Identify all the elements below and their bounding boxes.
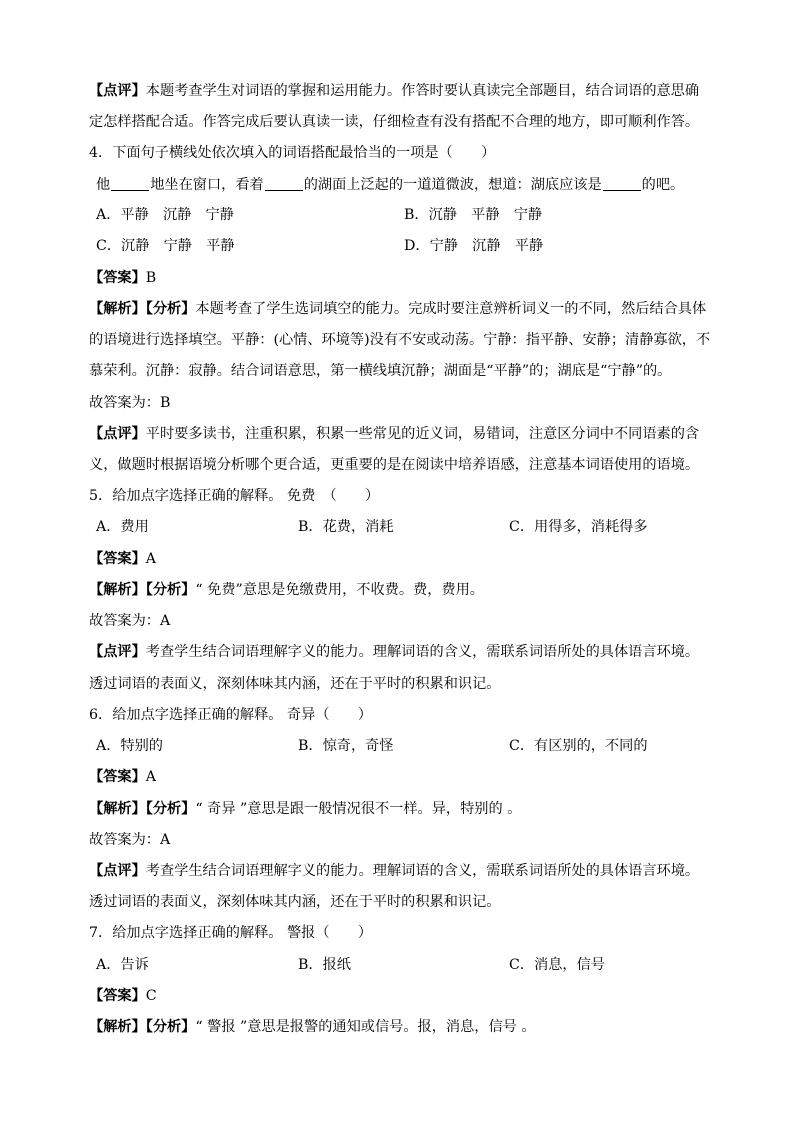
q4-analysis-line1 <box>89 299 719 319</box>
q4-analysis-line3: 慕荣利。沉静：寂静。结合词语意思，第一横线填沉静；湖面是“平静”的；湖底是“宁静”的。 <box>89 363 672 379</box>
q4-comment-line2: 义，做题时根据语境分析哪个更合适，更重要的是在阅读中培养语感，注意基本词语使用的语境。 <box>89 457 700 473</box>
analysis-tag: 【解析】【分析】 <box>89 801 196 817</box>
q6-answer-line <box>89 767 719 787</box>
answer-tag: 【答案】 <box>89 270 146 286</box>
q5-comment-line1 <box>89 642 719 662</box>
q6-comment-text1: 考查学生结合词语理解字义的能力。理解词语的含义，需联系词语所处的具体语言环境。 <box>145 863 700 879</box>
q5-answer: A <box>145 551 157 567</box>
analysis-tag: 【解析】【分析】 <box>89 301 196 317</box>
q4-conclusion: 故答案为：B <box>89 395 171 411</box>
q6-option-c: C．有区别的，不同的 <box>509 738 648 754</box>
q6-answer: A <box>145 769 157 785</box>
q4-sentence-part2: 地坐在窗口，看着 <box>150 177 264 193</box>
q5-option-b: B．花费，消耗 <box>298 519 394 535</box>
answer-tag: 【答案】 <box>89 551 146 567</box>
q7-analysis-text: “ 警报 ”意思是报警的通知或信号。报，消息，信号 。 <box>195 1019 536 1035</box>
q5-comment-text1: 考查学生结合词语理解字义的能力。理解词语的含义，需联系词语所处的具体语言环境。 <box>145 644 700 660</box>
q7-answer-line <box>89 986 719 1006</box>
q6-analysis-text: “ 奇异 ”意思是跟一般情况很不一样。异，特别的 。 <box>195 801 522 817</box>
q5-option-a: A．费用 <box>96 519 149 535</box>
comment-tag: 【点评】 <box>89 426 146 442</box>
q4-blank-1 <box>111 176 149 191</box>
q7-stem: 7．给加点字选择正确的解释。 警报（ ） <box>89 925 373 941</box>
q7-option-a: A．告诉 <box>96 957 149 973</box>
q4-option-a: A．平静 沉静 宁静 <box>96 207 234 223</box>
q5-analysis-text: “ 免费”意思是免缴费用，不收费。费，费用。 <box>195 582 484 598</box>
q7-option-c: C．消息，信号 <box>509 957 605 973</box>
q4-comment-text1: 平时要多读书，注重积累，积累一些常见的近义词，易错词，注意区分词中不同语素的含 <box>145 426 700 442</box>
q4-blank-2 <box>265 176 303 191</box>
comment-tag: 【点评】 <box>89 83 146 99</box>
q6-analysis-line <box>89 799 719 819</box>
q4-sentence-part3: 的湖面上泛起的一道道微波，想道：湖底应该是 <box>303 177 602 193</box>
q4-analysis-text1: 本题考查了学生选词填空的能力。完成时要注意辨析词义一的不同，然后结合具体 <box>195 301 707 317</box>
q4-option-c: C．沉静 宁静 平静 <box>96 238 235 254</box>
answer-tag: 【答案】 <box>89 988 146 1004</box>
q5-stem: 5．给加点字选择正确的解释。 免费 （ ） <box>89 488 380 504</box>
q4-option-b: B．沉静 平静 宁静 <box>404 207 543 223</box>
q4-blank-3 <box>603 176 641 191</box>
q5-option-c: C．用得多，消耗得多 <box>509 519 648 535</box>
q4-answer-line <box>89 268 719 288</box>
analysis-tag: 【解析】【分析】 <box>89 1019 196 1035</box>
q5-analysis-line <box>89 580 719 600</box>
q6-option-b: B．惊奇，奇怪 <box>298 738 394 754</box>
q6-comment-line2: 透过词语的表面义，深刻体味其内涵，还在于平时的积累和识记。 <box>89 894 501 910</box>
q4-stem: 4．下面句子横线处依次填入的词语搭配最恰当的一项是（ ） <box>89 145 496 161</box>
answer-tag: 【答案】 <box>89 769 146 785</box>
q4-sentence-part1: 他 <box>96 177 111 193</box>
q4-sentence <box>96 175 726 195</box>
intro-comment-line1 <box>89 81 719 101</box>
q6-conclusion: 故答案为：A <box>89 832 171 848</box>
intro-comment-line2: 定怎样搭配合适。作答完成后要认真读一读，仔细检查有没有搭配不合理的地方，即可顺利作答。 <box>89 114 700 130</box>
q4-analysis-line2: 的语境进行选择填空。平静：(心情、环境等)没有不安或动荡。宁静：指平静、安静；清静寡欲，不 <box>89 332 711 348</box>
intro-comment-text1: 本题考查学生对词语的掌握和运用能力。作答时要认真读完全部题目，结合词语的意思确 <box>145 83 700 99</box>
comment-tag: 【点评】 <box>89 863 146 879</box>
q7-option-b: B．报纸 <box>298 957 351 973</box>
q6-stem: 6．给加点字选择正确的解释。 奇异（ ） <box>89 707 373 723</box>
comment-tag: 【点评】 <box>89 644 146 660</box>
q7-answer: C <box>145 988 157 1004</box>
q5-comment-line2: 透过词语的表面义，深刻体味其内涵，还在于平时的积累和识记。 <box>89 676 501 692</box>
q5-conclusion: 故答案为：A <box>89 613 171 629</box>
q7-analysis-line <box>89 1017 719 1037</box>
q4-sentence-part4: 的吧。 <box>641 177 685 193</box>
q4-comment-line1 <box>89 424 719 444</box>
analysis-tag: 【解析】【分析】 <box>89 582 196 598</box>
q4-option-d: D．宁静 沉静 平静 <box>404 238 544 254</box>
q6-option-a: A．特别的 <box>96 738 163 754</box>
q5-answer-line <box>89 549 719 569</box>
q4-answer: B <box>145 270 157 286</box>
q6-comment-line1 <box>89 861 719 881</box>
